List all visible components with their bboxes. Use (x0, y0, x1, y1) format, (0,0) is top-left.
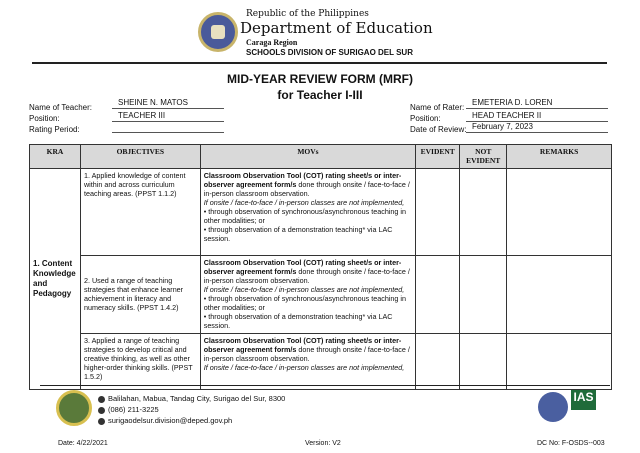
ias-logo: IAS (571, 390, 596, 410)
home-icon (98, 396, 105, 403)
department-text: Department of Education (240, 19, 433, 37)
address-text: Balilahan, Mabua, Tandag City, Surigao del Sur, 8300 (108, 394, 286, 403)
rating-period-field[interactable] (112, 122, 224, 133)
header-movs: MOVs (200, 145, 416, 169)
not-evident-cell[interactable] (460, 333, 507, 389)
footer-dc-no: DC No: F-OSDS--003 (537, 440, 605, 447)
remarks-cell[interactable] (507, 333, 612, 389)
footer-phone (98, 405, 159, 414)
rater-position-label: Position: (410, 114, 441, 123)
phone-text: (086) 211-3225 (108, 405, 159, 414)
review-date-field[interactable]: February 7, 2023 (466, 122, 608, 133)
teacher-name-field[interactable]: SHEINE N. MATOS (112, 98, 224, 109)
header-not-evident: NOT EVIDENT (460, 145, 507, 169)
mov-bold: Classroom Observation Tool (COT) rating sheet/s or inter-observer agreement form/s (203, 335, 402, 354)
table-row (30, 333, 612, 389)
header-kra: KRA (30, 145, 81, 169)
mov-cell (200, 255, 416, 333)
rater-position-field[interactable]: HEAD TEACHER II (466, 111, 608, 122)
mov-option: • through observation of a demonstration teaching* via LAC session. (203, 311, 393, 330)
header-divider (32, 62, 607, 64)
mov-italic: If onsite / face-to-face / in-person classes are not implemented, (203, 284, 405, 294)
table-row (30, 168, 612, 255)
remarks-cell[interactable] (507, 255, 612, 333)
republic-text: Republic of the Philippines (246, 9, 369, 19)
footer-version: Version: V2 (305, 440, 341, 447)
deped-seal (198, 12, 238, 52)
mov-option: • through observation of a demonstration teaching* via LAC session. (203, 224, 393, 243)
teacher-name-label: Name of Teacher: (29, 103, 92, 112)
footer-address (98, 394, 285, 403)
mov-cell (200, 333, 416, 389)
evident-cell[interactable] (416, 255, 460, 333)
kra-cell: 1. Content Knowledge and Pedagogy (30, 168, 81, 389)
division-logo (56, 390, 92, 426)
mov-bold: Classroom Observation Tool (COT) rating sheet/s or inter-observer agreement form/s (203, 257, 402, 276)
mov-text: done through onsite / face-to-face / in-person classroom observation. (203, 266, 410, 285)
rater-name-label: Name of Rater: (410, 103, 465, 112)
review-table (29, 144, 612, 390)
mov-option: • through observation of synchronous/asynchronous teaching in other modalities; or (203, 206, 407, 225)
objective-cell: 3. Applied a range of teaching strategies to develop critical and creative thinking, as well as other higher-order thinking skills. (PPST 1.5.2) (80, 333, 200, 389)
division-text: SCHOOLS DIVISION OF SURIGAO DEL SUR (246, 48, 413, 57)
w3-cert-logo (538, 392, 568, 422)
mov-bold: Classroom Observation Tool (COT) rating sheet/s or inter-observer agreement form/s (203, 170, 402, 189)
mov-italic: If onsite / face-to-face / in-person classes are not implemented, (203, 362, 405, 372)
table-row (30, 255, 612, 333)
remarks-cell[interactable] (507, 168, 612, 255)
header-remarks: REMARKS (507, 145, 612, 169)
email-icon (98, 418, 105, 425)
footer-email (98, 416, 232, 425)
mov-option: • through observation of synchronous/asynchronous teaching in other modalities; or (203, 293, 407, 312)
teacher-position-field[interactable]: TEACHER III (112, 111, 224, 122)
evident-cell[interactable] (416, 168, 460, 255)
phone-icon (98, 407, 105, 414)
mov-cell (200, 168, 416, 255)
header-objectives: OBJECTIVES (80, 145, 200, 169)
footer-date: Date: 4/22/2021 (58, 440, 108, 447)
footer-divider (40, 385, 610, 386)
review-date-label: Date of Review: (410, 125, 467, 134)
mov-italic: If onsite / face-to-face / in-person classes are not implemented, (203, 197, 405, 207)
teacher-position-label: Position: (29, 114, 60, 123)
form-subtitle: for Teacher I-III (277, 88, 363, 102)
rater-name-field[interactable]: EMETERIA D. LOREN (466, 98, 608, 109)
header-evident: EVIDENT (416, 145, 460, 169)
form-title: MID-YEAR REVIEW FORM (MRF) (227, 72, 413, 86)
region-text: Caraga Region (246, 38, 298, 47)
objective-cell: 2. Used a range of teaching strategies that enhance learner achievement in literacy and numeracy skills. (PPST 1.4.2) (80, 255, 200, 333)
mov-text: done through onsite / face-to-face / in-person classroom observation. (203, 179, 410, 198)
not-evident-cell[interactable] (460, 168, 507, 255)
not-evident-cell[interactable] (460, 255, 507, 333)
mov-text: done through onsite / face-to-face / in-person classroom observation. (203, 344, 410, 363)
email-text: surigaodelsur.division@deped.gov.ph (108, 416, 233, 425)
rating-period-label: Rating Period: (29, 125, 80, 134)
objective-cell: 1. Applied knowledge of content within and across curriculum teaching areas. (PPST 1.1.2) (80, 168, 200, 255)
evident-cell[interactable] (416, 333, 460, 389)
